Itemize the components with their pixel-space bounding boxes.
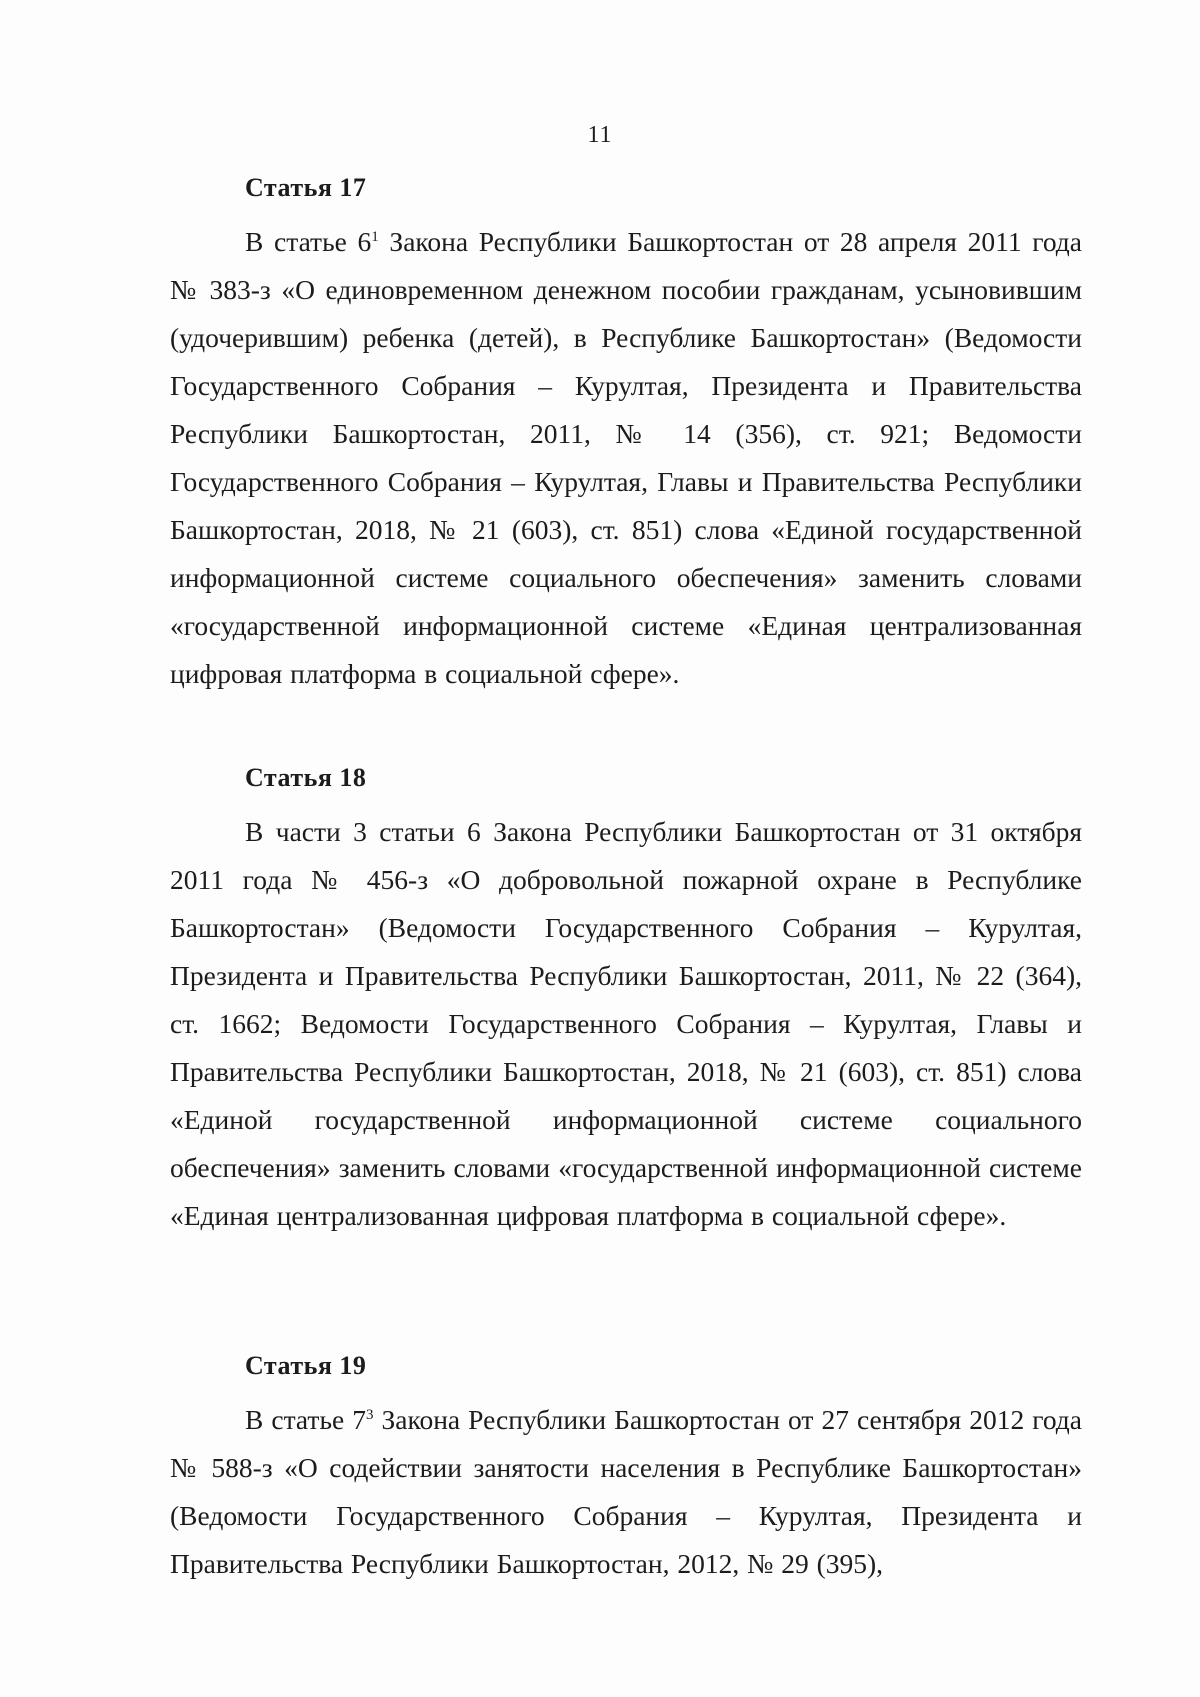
superscript-index: 3 <box>365 1406 374 1423</box>
article-17 <box>170 172 1082 726</box>
article-text: Закона Республики Башкортостан от 28 апреля 2011 года № 383-з «О единовременном денежном пособии гражданам, усыновившим (удочерившим) ребенка (детей), в Республике Башкортостан» (Ведомости Государственного Собрания – Курултая, Президента и Правительства Республики Башкортостан, 2011, № 14 (356), ст. 921; Ведомости Государственного Собрания – Курултая, Главы и Правительства Республики Башкортостан, 2018, № 21 (603), ст. 851) слова «Единой государственной информационной системе социального обеспечения» заменить словами «государственной информационной системе «Единая централизованная цифровая платформа в социальной сфере». <box>170 226 1082 689</box>
article-title: Статья 18 <box>245 763 367 792</box>
article-text: В статье 6 <box>245 226 372 257</box>
article-18 <box>170 762 1082 1268</box>
article-title: Статья 19 <box>245 1351 367 1380</box>
article-text: В статье 7 <box>245 1404 366 1435</box>
page-number: 11 <box>587 122 613 148</box>
article-body <box>170 1396 1082 1588</box>
article-text: Закона Республики Башкортостан от 27 сентября 2012 года № 588-з «О содействии занятости населения в Республике Башкортостан» (Ведомости Государственного Собрания – Курултая, Президента и Правительства Республики Башкортостан, 2012, № 29 (395), <box>170 1404 1082 1579</box>
article-title: Статья 17 <box>245 173 367 202</box>
article-body: В части 3 статьи 6 Закона Республики Башкортостан от 31 октября 2011 года № 456-з «О добровольной пожарной охране в Республике Башкортостан» (Ведомости Государственного Собрания – Курултая, Президента и Правительства Республики Башкортостан, 2011, № 22 (364), ст. 1662; Ведомости Государственного Собрания – Курултая, Главы и Правительства Республики Башкортостан, 2018, № 21 (603), ст. 851) слова «Единой государственной информационной системе социального обеспечения» заменить словами «государственной информационной системе «Единая централизованная цифровая платформа в социальной сфере». <box>170 816 1082 1231</box>
article-19 <box>170 1350 1082 1616</box>
superscript-index: 1 <box>371 228 379 245</box>
article-body <box>170 218 1082 698</box>
